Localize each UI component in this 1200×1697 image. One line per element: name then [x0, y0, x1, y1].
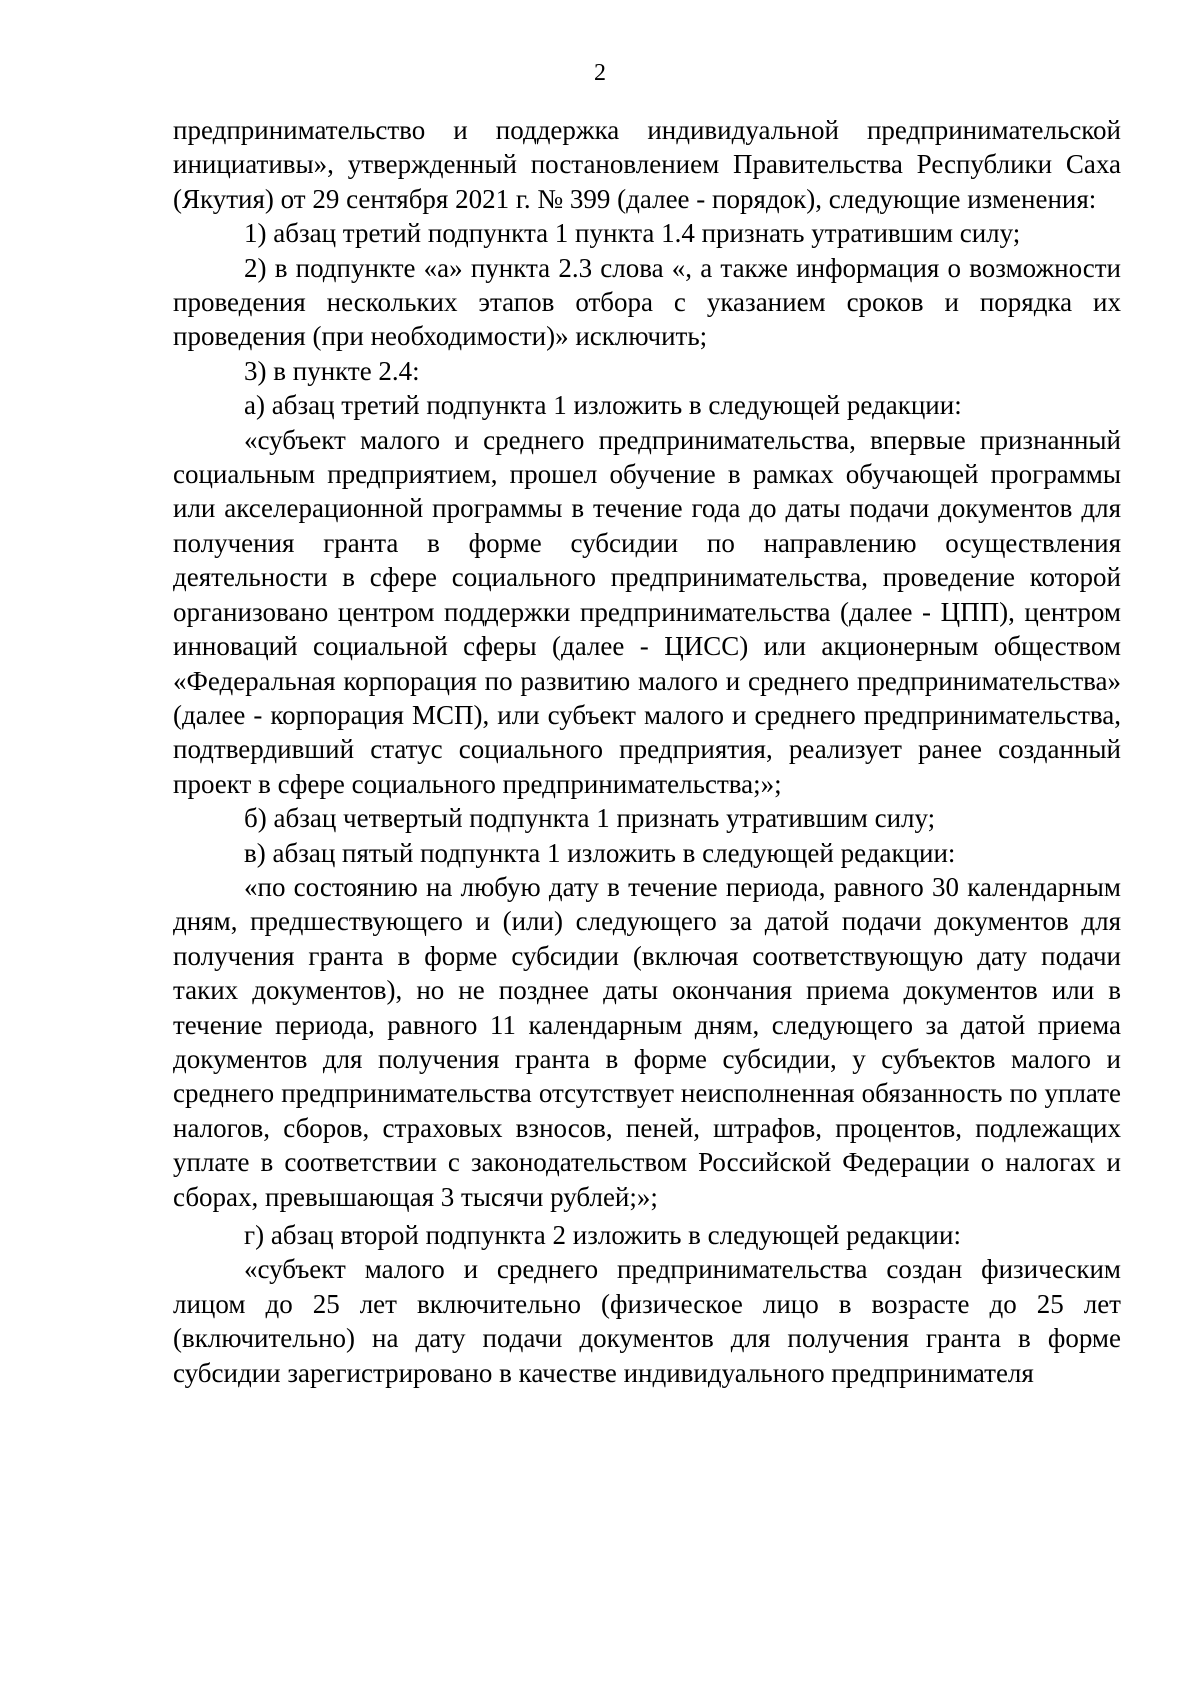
paragraph-item-3a: а) абзац третий подпункта 1 изложить в следующей редакции: [244, 390, 962, 421]
paragraph-item-1: 1) абзац третий подпункта 1 пункта 1.4 признать утратившим силу; [244, 218, 1021, 249]
paragraph-quote-3a: «субъект малого и среднего предпринимательства, впервые признанный социальным предприятием, прошел обучение в рамках обучающей программы или акселерационной программы в течение года до даты подачи документов для получения гранта в форме субсидии по направлению осуществления деятельности в сфере социального предпринимательства, проведение которой организовано центром поддержки предпринимательства (далее - ЦПП), центром инноваций социальной сферы (далее - ЦИСС) или акционерным обществом «Федеральная корпорация по развитию малого и среднего предпринимательства» (далее - корпорация МСП), или субъект малого и среднего предпринимательства, подтвердивший статус социального предприятия, реализует ранее созданный проект в сфере социального предпринимательства;»; [173, 424, 1121, 799]
page-number: 2 [594, 60, 606, 86]
paragraph-item-3b: б) абзац четвертый подпункта 1 признать утратившим силу; [244, 803, 936, 834]
paragraph-quote-3v: «по состоянию на любую дату в течение периода, равного 30 календарным дням, предшествующего и (или) следующего за датой подачи документов для получения гранта в форме субсидии (включая соответствующую дату подачи таких документов), но не позднее даты окончания приема документов или в течение периода, равного 11 календарным дням, следующего за датой приема документов для получения гранта в форме субсидии, у субъектов малого и среднего предпринимательства отсутствует неисполненная обязанность по уплате налогов, сборов, страховых взносов, пеней, штрафов, процентов, подлежащих уплате в соответствии с законодательством Российской Федерации о налогах и сборах, превышающая 3 тысячи рублей;»; [173, 871, 1121, 1212]
paragraph-item-2: 2) в подпункте «а» пункта 2.3 слова «, а также информация о возможности проведения нескольких этапов отбора с указанием сроков и порядка их проведения (при необходимости)» исключить; [173, 252, 1121, 352]
document-body [173, 113, 1121, 1390]
paragraph-continuation: предпринимательство и поддержка индивидуальной предпринимательской инициативы», утвержденный постановлением Правительства Республики Саха (Якутия) от 29 сентября 2021 г. № 399 (далее - порядок), следующие изменения: [173, 115, 1121, 214]
paragraph-item-3: 3) в пункте 2.4: [244, 355, 420, 386]
paragraph-item-3v: в) абзац пятый подпункта 1 изложить в следующей редакции: [244, 837, 956, 868]
paragraph-quote-3g: «субъект малого и среднего предпринимательства создан физическим лицом до 25 лет включительно (физическое лицо в возрасте до 25 лет (включительно) на дату подачи документов для получения гранта в форме субсидии зарегистрировано в качестве индивидуального предпринимателя [173, 1254, 1121, 1388]
paragraph-item-3g: г) абзац второй подпункта 2 изложить в следующей редакции: [244, 1220, 961, 1250]
